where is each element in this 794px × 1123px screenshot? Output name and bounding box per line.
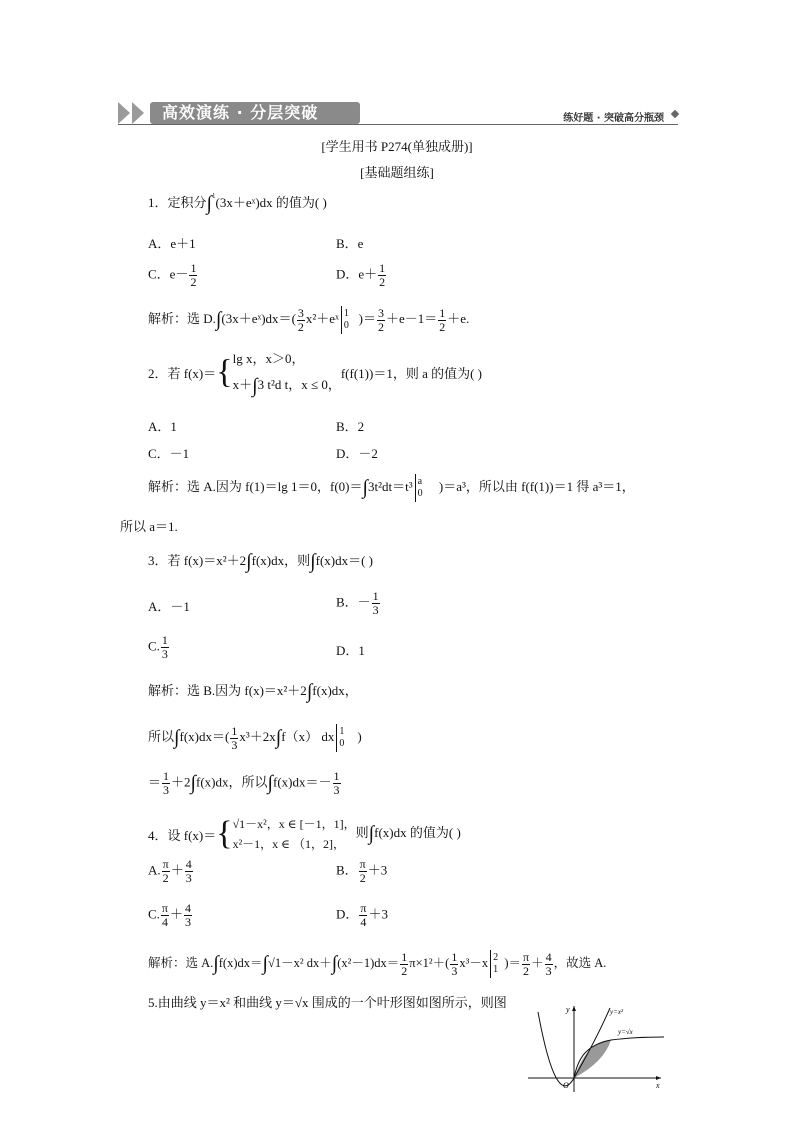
option-c: C．－1: [148, 446, 190, 461]
sol-text: 解析：选 D.: [148, 310, 216, 326]
sol-text: √1－x² dx＋: [268, 955, 332, 970]
integral-sign: ∫: [306, 680, 313, 703]
chevron-icon: [118, 102, 130, 124]
sol-text: f（x） dx: [281, 728, 335, 744]
question-1: [148, 192, 327, 216]
q1-solution: 解析：选 D.∫(3x＋eˣ)dx＝( $\frac{3}{2}$ x²＋eˣ 1 0 )＝ $\frac{3}{2}$ ＋e－1＝ $\frac{1}{2}$ ＋e.: [148, 305, 470, 334]
sol-text: ＝: [362, 310, 376, 326]
integral-sign: ∫: [331, 952, 338, 975]
fraction: $\frac{1}{2}$: [401, 949, 408, 978]
option-d: D． $\frac{\pi}{4}$ ＋3: [336, 901, 388, 929]
option-c-label: C．e－: [148, 266, 189, 282]
plus: ＋: [170, 862, 184, 878]
brace: {: [216, 353, 233, 391]
fraction: $\frac{\pi}{4}$: [360, 901, 367, 929]
sol-text: f(x)dx＝: [218, 955, 263, 970]
integral-sign: ∫: [215, 308, 222, 331]
fraction: $\frac{1}{3}$: [163, 769, 170, 797]
sol-text: 解析：选 A.: [148, 955, 214, 970]
sol-text: ＋e.: [447, 310, 470, 326]
leaf-region: [574, 1040, 611, 1078]
curve-label-2: y=√x: [618, 1028, 633, 1036]
fraction: $\frac{1}{3}$: [372, 589, 379, 617]
q4-stem-tail: [356, 822, 461, 846]
option-c: [148, 262, 198, 289]
integral-sign: ∫: [275, 726, 282, 749]
integral-sign: ∫: [174, 726, 180, 749]
q1-stem-b: (3x＋eˣ)dx 的值为( ): [215, 195, 327, 210]
option-c: C. $\frac{\pi}{4}$ ＋ $\frac{4}{3}$: [148, 901, 191, 929]
q2-solution: 解析：选 A.因为 f(1)＝lg 1＝0，f(0)＝∫3t²dt＝t³ a 0 )＝a³，所以由 f(f(1))＝1 得 a³＝1，: [148, 474, 635, 502]
question-3: [148, 550, 373, 574]
case-1: √1－x²，x ∈ [－1，1]，: [232, 817, 356, 831]
fraction: $\frac{4}{3}$: [185, 857, 192, 885]
sol-text: x³＋2x: [239, 728, 276, 744]
fraction: $\frac{3}{2}$: [377, 305, 384, 334]
sol-text: x³－x: [459, 955, 489, 970]
piecewise: [233, 346, 341, 399]
fraction: $\frac{1}{2}$: [379, 261, 386, 289]
fraction: $\frac{4}{3}$: [185, 901, 191, 929]
sol-text: f(x)dx，: [312, 683, 358, 698]
option-b-tail: ＋3: [367, 862, 388, 878]
sol-text: x²＋eˣ: [305, 310, 339, 326]
fraction: $\frac{\pi}{4}$: [161, 901, 168, 929]
option-d: D．－2: [336, 446, 378, 461]
q3-solution-1: [148, 680, 358, 704]
integral-sign: ∫: [267, 772, 273, 794]
fraction: $\frac{1}{3}$: [161, 633, 168, 661]
piecewise: [233, 814, 356, 854]
q4-solution: 解析：选 A.∫f(x)dx＝∫√1－x² dx＋∫(x²－1)dx＝ $\frac{1}{2}$ π×1²＋( $\frac{1}{3}$ x³－x 2 1 )＝ $\frac{\pi}{2}$ ＋ $\frac{4}{3}$ ，故选 A.: [148, 949, 607, 978]
q3-solution-2: 所以∫f(x)dx＝( $\frac{1}{3}$ x³＋2x∫f（x） dx 1 0 ): [148, 723, 362, 752]
sol-text: f(x)dx，所以: [196, 774, 268, 790]
option-b: B．2: [336, 419, 365, 434]
question-2: [148, 346, 482, 399]
sol-text: ＝: [148, 774, 162, 790]
integral-sign: ∫: [252, 375, 258, 398]
option-a: A. $\frac{\pi}{2}$ ＋ $\frac{4}{3}$: [148, 857, 192, 885]
fraction: $\frac{1}{3}$: [451, 949, 458, 978]
fraction: $\frac{\pi}{2}$: [523, 949, 530, 978]
sol-text: ＋e－1＝: [385, 310, 438, 326]
sol-text: (x²－1)dx＝: [337, 955, 400, 970]
fraction: $\frac{\pi}{2}$: [359, 857, 366, 885]
chevron-icon: [132, 102, 144, 124]
sol-text: ＝a³，所以由 f(f(1))＝1 得 a³＝1，: [443, 478, 635, 494]
x-axis-arrow: [656, 1076, 661, 1080]
sol-text: ＝: [508, 955, 522, 970]
case-2: x²－1，x ∈ （1，2]，: [232, 837, 346, 851]
option-b: B．e: [336, 236, 364, 251]
integral-sign: ∫: [190, 772, 197, 794]
option-d: [336, 262, 387, 289]
fraction: $\frac{4}{3}$: [545, 949, 552, 978]
sol-text: ＋2: [171, 774, 191, 790]
q3-stem-c: f(x)dx＝( ): [315, 553, 374, 568]
bar-limits: a 0: [417, 476, 423, 499]
q3-stem-b: f(x)dx，则: [251, 553, 311, 568]
sol-text: ，故选 A.: [553, 955, 607, 970]
y-axis-arrow: [572, 1006, 576, 1011]
evaluation-bar: [336, 724, 337, 752]
fraction: $\frac{1}{3}$: [333, 769, 340, 797]
sol-text: 解析：选 A.因为 f(1)＝lg 1＝0，f(0)＝: [148, 478, 363, 494]
option-a: A．1: [148, 419, 177, 434]
option-d-tail: ＋3: [368, 906, 388, 922]
option-a: A．e＋1: [148, 236, 196, 251]
sol-text: f(x)dx＝－: [273, 774, 332, 790]
origin-label: O: [563, 1081, 569, 1090]
bar-limits: 2 1: [493, 952, 499, 975]
diamond-icon: [671, 110, 679, 118]
option-b: [336, 590, 381, 617]
banner-rule: [118, 124, 678, 125]
sol-text: ＋: [531, 955, 544, 970]
option-c: [148, 634, 170, 661]
q3-stem-a: 3．若 f(x)＝x²＋2: [148, 553, 247, 568]
option-d: D．1: [336, 643, 365, 658]
section-title: [基础题组练]: [360, 165, 434, 180]
integral-sign: ∫: [213, 952, 219, 975]
question-5: 5.由曲线 y＝x² 和曲线 y＝√x 围成的一个叶形图如图所示，则图: [148, 995, 507, 1010]
x-label: x: [656, 1081, 660, 1090]
section-banner: [118, 100, 678, 128]
question-4: [148, 814, 461, 854]
q2-stem-b: f(f(1))＝1，则 a 的值为( ): [340, 366, 482, 382]
integral-sign: ∫: [246, 550, 252, 573]
evaluation-bar: [341, 306, 342, 334]
evaluation-bar: [490, 950, 491, 978]
q4-stem-c: f(x)dx 的值为( ): [374, 825, 461, 841]
option-c-label: C.: [148, 638, 160, 654]
banner-slogan: 练好题 · 突破高分瓶颈: [563, 113, 664, 124]
leaf-figure: [526, 1000, 676, 1095]
case-2a: x＋: [232, 377, 253, 392]
fraction: $\frac{3}{2}$: [297, 305, 304, 334]
integral-sign: ∫: [310, 550, 316, 573]
sol-text: 3t²dt＝t³: [367, 478, 413, 494]
q3-solution-3: [148, 770, 342, 797]
evaluation-bar: [415, 474, 416, 502]
integral-sign: ∫: [362, 476, 368, 499]
curve-label-1: y=x²: [610, 1008, 624, 1016]
option-d-label: D．e＋: [336, 266, 378, 282]
upper-limit: 1: [212, 192, 216, 200]
fraction: $\frac{1}{2}$: [439, 305, 446, 334]
fraction: $\frac{1}{3}$: [231, 723, 238, 752]
option-b-label: B．－: [336, 594, 371, 610]
q1-stem-a: 1．定积分: [148, 195, 207, 210]
brace: {: [216, 815, 233, 852]
q2-solution-line2: 所以 a＝1.: [120, 519, 178, 534]
bar-limits: 1 0: [339, 726, 345, 749]
sol-text: (3x＋eˣ)dx＝: [221, 310, 292, 326]
option-a: A．－1: [148, 599, 190, 614]
banner-title: 高效演练 · 分层突破: [150, 102, 360, 124]
q4-stem-b: 则: [355, 825, 369, 841]
sol-text: 所以: [148, 728, 175, 744]
book-reference: [学生用书 P274(单独成册)]: [321, 139, 473, 154]
integral-sign: ∫: [368, 822, 375, 845]
option-b: B． $\frac{\pi}{2}$ ＋3: [336, 857, 388, 885]
q4-stem-a: 4．设 f(x)＝: [148, 827, 217, 843]
bar-limits: 1 0: [343, 308, 349, 331]
integral-sign: ∫: [262, 952, 268, 975]
sol-text: 解析：选 B.因为 f(x)＝x²＋2: [148, 683, 307, 698]
case-2b: 3 t²d t，x ≤ 0，: [257, 377, 341, 392]
y-label: y: [566, 1005, 570, 1014]
sol-text: π×1²＋: [409, 955, 446, 970]
sol-text: f(x)dx＝: [179, 728, 225, 744]
integral-sign: ∫: [206, 192, 212, 215]
q2-stem-a: 2．若 f(x)＝: [148, 366, 217, 382]
case-1: lg x，x＞0，: [232, 351, 305, 366]
fraction: $\frac{\pi}{2}$: [162, 857, 169, 885]
fraction: $\frac{1}{2}$: [190, 261, 197, 289]
